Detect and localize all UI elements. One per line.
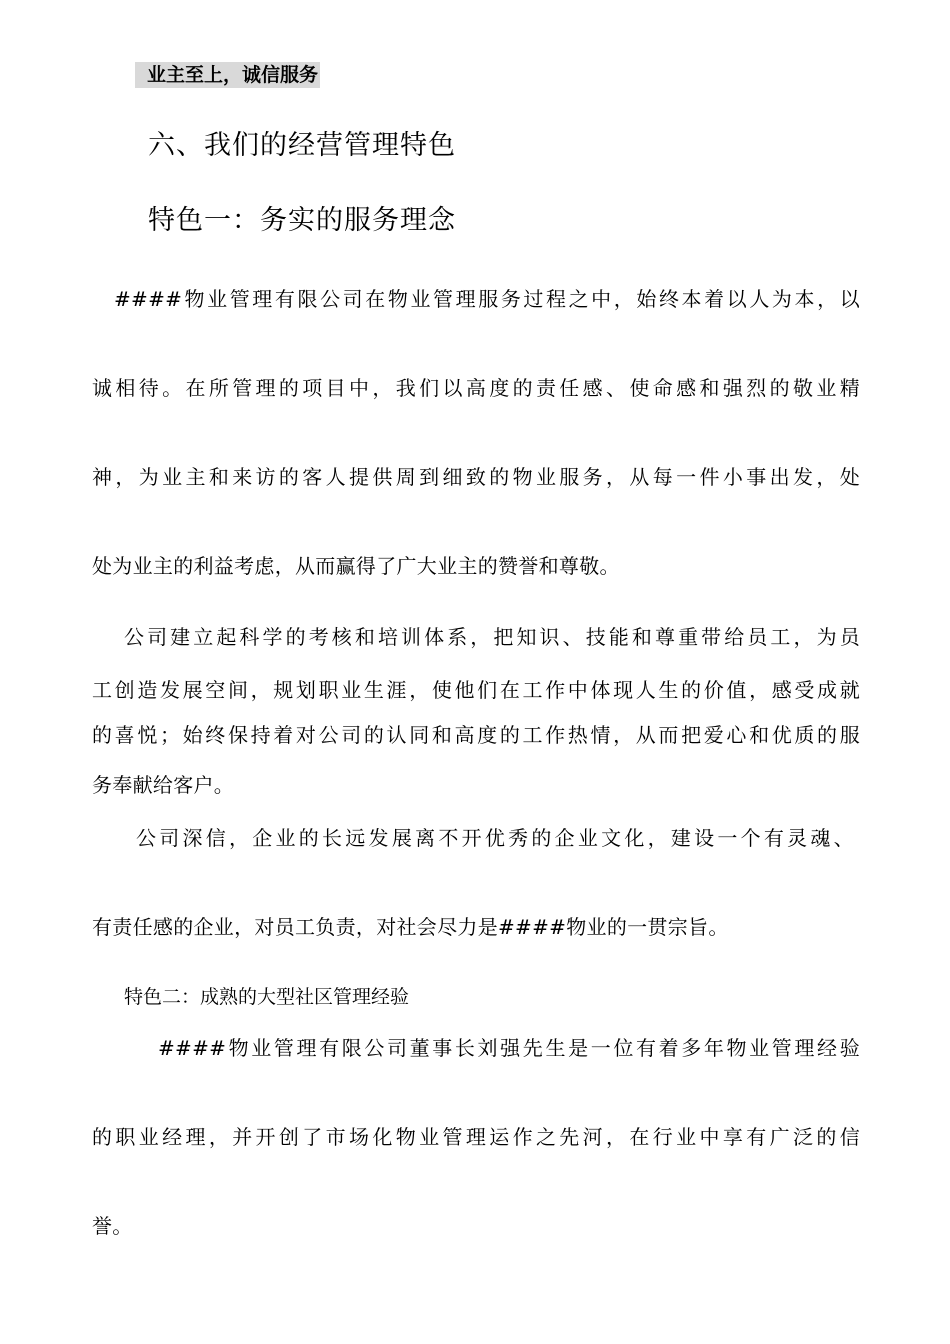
- paragraph-line: 神，为业主和来访的客人提供周到细致的物业服务，从每一件小事出发，处: [92, 465, 860, 489]
- paragraph-line: 务奉献给客户。: [92, 773, 235, 797]
- motto-highlight: 业主至上，诚信服务: [135, 62, 320, 88]
- paragraph-line: 诚相待。在所管理的项目中，我们以高度的责任感、使命感和强烈的敬业精: [92, 376, 860, 400]
- paragraph-line: 公司建立起科学的考核和培训体系，把知识、技能和尊重带给员工，为员: [124, 625, 860, 649]
- section-heading: 六、我们的经营管理特色: [148, 130, 456, 161]
- feature-two-heading: 特色二：成熟的大型社区管理经验: [124, 986, 410, 1008]
- paragraph-line: ####物业管理有限公司在物业管理服务过程之中，始终本着以人为本，以: [114, 287, 860, 311]
- paragraph-line: 的喜悦；始终保持着对公司的认同和高度的工作热情，从而把爱心和优质的服: [92, 723, 860, 747]
- paragraph-line: 工创造发展空间，规划职业生涯，使他们在工作中体现人生的价值，感受成就: [92, 678, 860, 702]
- paragraph-line: ####物业管理有限公司董事长刘强先生是一位有着多年物业管理经验: [158, 1036, 860, 1060]
- paragraph-line: 处为业主的利益考虑，从而赢得了广大业主的赞誉和尊敬。: [92, 554, 620, 578]
- paragraph-line: 誉。: [92, 1214, 133, 1238]
- paragraph-line: 的职业经理，并开创了市场化物业管理运作之先河，在行业中享有广泛的信: [92, 1125, 860, 1149]
- feature-one-heading: 特色一：务实的服务理念: [148, 205, 456, 236]
- paragraph-line: 公司深信，企业的长远发展离不开优秀的企业文化，建设一个有灵魂、: [136, 826, 854, 850]
- paragraph-line: 有责任感的企业，对员工负责，对社会尽力是####物业的一贯宗旨。: [92, 915, 729, 939]
